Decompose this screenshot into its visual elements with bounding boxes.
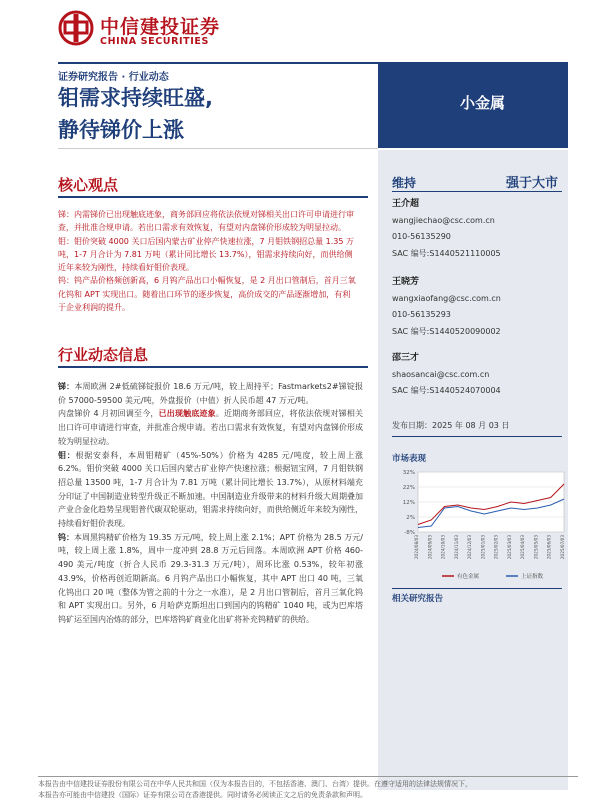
report-title-line1: 钼需求持续旺盛, [58,86,213,110]
core-point-molybdenum: 钼：钼价突破 4000 关口后国内蒙古矿业停产快速拉涨，7 月钼铁钢招总量 1.35 万吨，1-7 月合计为 7.81 万吨（累计同比增长 13.7%），钼需求持续向好，而供给侧近年来较为刚性，持续看好钼价表现。 [58,236,354,273]
analyst-card [392,196,562,262]
analyst-email[interactable]: shaosancai@csc.com.cn [392,369,490,379]
paragraph-highlight: 已出现触底迹象 [158,409,216,419]
related-divider [392,588,562,589]
chart-x-tick-label: 2025/07/03 [560,535,565,560]
report-type: 证券研究报告 · 行业动态 [58,72,169,83]
chart-legend-label: 上证指数 [521,574,544,580]
industry-paragraph [58,449,363,531]
analyst-name: 王介超 [392,199,420,209]
market-performance-chart [392,466,568,584]
company-name-en: CHINA SECURITIES [100,36,209,47]
analyst-name: 王晓芳 [392,277,420,287]
analyst-sac: SAC 编号:S1440520090002 [392,326,501,336]
publish-date-value: 2025 年 08 月 03 日 [432,421,510,430]
analyst-sac: SAC 编号:S1440521110005 [392,248,501,258]
chart-y-tick-label: 32% [402,470,415,476]
paragraph-body: 根据安泰科，本周钼精矿（45%-50%）价格为 4285 元/吨度，较上周上涨 6.2%。钼价突破 4000 关口后国内蒙古矿业停产快速拉涨；根据钮宝网，7 月钼铁钢招总量 13500 吨，1-7 月合计为 7.81 万吨（累计同比增长 13.7%），从原材料端充分印证了中国制造业转型升级正不断加速。中国制造业升级带来的材料升级大周期叠加产业合金化趋势呈现钼普代碳双轮驱动，钼需求持续向好，而供给侧近年来较为刚性，持续看好钼价表现。 [58,450,363,529]
chart-x-tick-label: 2025/02/03 [493,535,499,560]
rating-value: 强于大市 [506,176,559,191]
chart-x-tick-label: 2024/11/03 [453,535,459,560]
analyst-phone: 010-56135290 [392,232,451,241]
industry-paragraph [58,407,363,448]
analyst-email[interactable]: wangjiechao@csc.com.cn [392,215,495,225]
paragraph-lead: 钨： [58,532,75,542]
paragraph-body: 本周黑钨精矿价格为 19.35 万元/吨，较上周上涨 2.1%；APT 价格为 28.5 万元/吨，较上周上涨 1.8%，周中一度冲到 28.8 万元后回落。本周欧洲 APT 价格 460-490 美元/吨度（折合人民币 29.3-31.3 万元/吨），周环比涨 0.53%，较年初涨 43.9%，价格再创近期新高。6 月钨产品出口小幅恢复，其中 APT 出口 40 吨，三氧化钨出口 20 吨（整体为管之前的十分之一水准），是 2 月出口管制后，首月三氧化钨和 APT 实现出口。另外，6 月哈萨克斯坦出口到国内的钨精矿 1040 吨，或为巴库塔钨矿运至国内冶炼的部分，巴库塔钨矿商业化出矿将补充钨精矿的供给。 [58,532,364,624]
publish-divider [392,436,562,437]
industry-text [58,380,363,627]
rating-divider [392,191,562,192]
analyst-sac: SAC 编号:S1440524070004 [392,386,501,395]
paragraph-tail: 。近期商务部回应，将依法依规对锑相关出口许可申请进行审查，并批准合规申请。若出口需求有效恢复，有望对内盘锑价形成较为明显拉动。 [58,409,364,446]
publish-date-label: 发布日期： [392,421,432,430]
company-logo-icon [58,10,94,46]
core-view-divider [58,196,368,198]
core-view-text [58,208,358,314]
industry-divider [58,366,368,368]
analyst-card [392,350,562,400]
disclaimer-line: 本报告亦可能由中信建投（国际）证券有限公司在香港提供。同时请务必阅读正文之后的免责条款和声明。 [38,791,367,799]
core-point-tungsten: 钨：钨产品价格频创新高，6 月钨产品出口小幅恢复，是 2 月出口管制后，首月三氧化钨和 APT 实现出口。随着出口环节的逐步恢复，高价成交的产品逐渐增加，有利于企业利润的提升。 [58,276,356,313]
publish-date [392,420,509,431]
related-reports-title: 相关研究报告 [392,594,444,604]
paragraph-body: 内盘锑价 4 月初回调至今， [58,409,159,419]
chart-y-tick-label: -8% [404,530,415,536]
paragraph-body: 本周欧洲 2#低硫锑锭报价 18.6 万元/吨，较上周持平；Fastmarkets2#锑锭报价 57000-59500 美元/吨，外盘报价（中值）折人民币超 47 万元/吨。 [58,382,364,405]
industry-heading: 行业动态信息 [58,346,149,364]
chart-y-tick-label: 2% [406,515,415,521]
core-view-heading: 核心观点 [58,176,119,194]
chart-x-tick-label: 2024/09/03 [427,535,433,560]
title-divider [58,148,378,149]
chart-y-tick-label: 12% [402,500,415,506]
footer-divider [38,776,578,777]
disclaimer-line: 本报告由中信建投证券股份有限公司在中华人民共和国（仅为本报告目的，不包括香港、澳门、台湾）提供。在遵守适用的法律法规情况下， [38,780,472,788]
chart-x-tick-label: 2024/12/03 [467,535,473,560]
chart-x-tick-label: 2024/10/03 [440,535,446,560]
paragraph-lead: 锑： [58,382,75,391]
analyst-name: 邵三才 [392,353,420,363]
paragraph-lead: 钼： [58,450,76,460]
chart-x-tick-label: 2024/08/03 [414,535,419,560]
chart-legend-label: 有色金属 [457,574,480,580]
report-title-line2: 静待锑价上涨 [58,118,184,142]
sector-label: 小金属 [460,94,506,112]
chart-x-tick-label: 2025/05/03 [533,535,539,560]
chart-x-tick-label: 2025/03/03 [506,535,512,560]
disclaimer-footer [38,779,578,800]
chart-y-tick-label: 22% [402,485,415,491]
analyst-card [392,274,562,340]
chart-x-tick-label: 2025/06/03 [546,535,552,560]
chart-x-tick-label: 2025/04/03 [520,535,526,560]
rating-label: 维持 [392,176,417,190]
chart-x-tick-label: 2025/01/03 [480,535,486,560]
company-logo [58,10,248,50]
company-name-cn: 中信建投证券 [100,16,221,38]
analyst-email[interactable]: wangxiaofang@csc.com.cn [392,293,501,303]
analyst-phone: 010-56135293 [392,310,451,319]
core-point-antimony: 锑：内需锑价已出现触底迹象，商务部回应将依法依规对锑相关出口许可申请进行审查，并批准合规申请。若出口需求有效恢复，有望对内盘锑价形成较为明显拉动。 [58,210,354,233]
market-performance-title: 市场表现 [392,454,427,464]
industry-paragraph [58,380,363,407]
industry-paragraph [58,531,363,627]
